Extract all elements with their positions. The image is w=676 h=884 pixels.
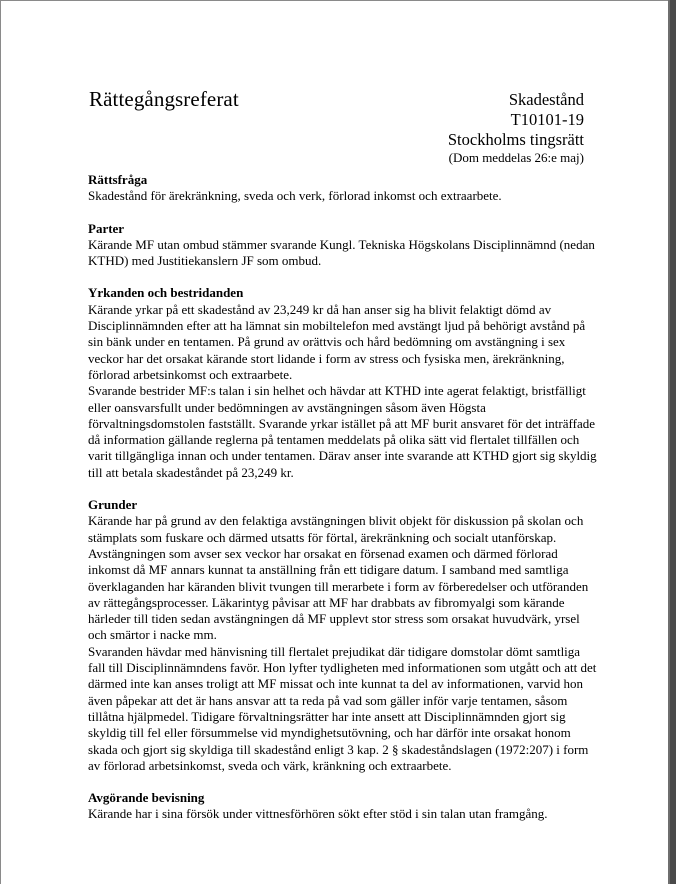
section-paragraph: Svaranden hävdar med hänvisning till flertalet prejudikat där tidigare domstolar dömt samtliga fall till Disciplinnämndens favör. Hon lyfter tydligheten med informationen som utgått och att det därmed inte kan anses troligt att MF missat och inte kunnat ta del av informationen, varvid hon även påpekar att det är hans ansvar att ta reda på vad som gäller inför varje tentamen, såsom tillåtna hjälpmedel. Tidigare förvaltningsrätter har inte ansett att Disciplinnämnden gjort sig skyldig till fel eller försummelse vid myndighetsutövning, och har därför inte orsakat honom skada och gjort sig skyldiga till skadestånd enligt 3 kap. 2 § skadeståndslagen (1972:207) i form av förlorad arbetsinkomst, sveda och värk, kränkning och extraarbete.	[88, 643, 597, 773]
section-heading: Parter	[88, 220, 125, 236]
section-grunder	[88, 497, 600, 774]
case-type: Skadestånd	[508, 90, 584, 109]
document-title: Rättegångsreferat	[89, 87, 239, 111]
section-rattsfraga	[88, 172, 600, 205]
document-body	[88, 172, 600, 839]
section-paragraph: Kärande yrkar på ett skadestånd av 23,249 kr då han anser sig ha blivit felaktigt dömd av Disciplinnämnden efter att ha lämnat sin mobiltelefon med avstängt ljud på behörigt avstånd på sin bänk under en tentamen. På grund av orättvis och hård bedömning om avstängning i sex veckor har det orsakat kärande stort lidande i form av stress och fysiska men, ärekränkning, förlorad arbetsinkomst och extraarbete.	[88, 301, 586, 382]
judgment-date: (Dom meddelas 26:e maj)	[448, 150, 584, 165]
section-parter	[88, 221, 600, 270]
page-edge-shadow	[668, 0, 676, 884]
case-header	[448, 90, 584, 166]
section-paragraph: Kärande MF utan ombud stämmer svarande Kungl. Tekniska Högskolans Disciplinnämnd (nedan KTHD) med Justitiekanslern JF som ombud.	[88, 236, 595, 269]
section-heading: Yrkanden och bestridanden	[88, 285, 244, 301]
section-paragraph: Kärande har på grund av den felaktiga avstängningen blivit objekt för diskussion på skolan och stämplats som fuskare och därmed utsatts för förtal, ärekränkning och socialt utanförskap. Avstängningen som avser sex veckor har orsakat en försenad examen och därmed förlorad inkomst då MF annars kunnat ta anställning från ett tidigare datum. I samband med samtliga överklaganden har käranden blivit tvungen till merarbete i form av förberedelser och utföranden av rättegångsprocesser. Läkarintyg påvisar att MF har drabbats av fibromyalgi som kärande härleder till tiden sedan avstängningen då MF upplevt stor stress som orsakat huvudvärk, yrsel och smärtor i nacke mm.	[88, 513, 589, 643]
court-name: Stockholms tingsrätt	[447, 130, 584, 149]
section-yrkanden	[88, 285, 600, 481]
section-heading: Rättsfråga	[88, 172, 148, 187]
section-avgorande-bevisning	[88, 790, 600, 823]
section-heading: Avgörande bevisning	[88, 790, 205, 806]
section-paragraph: Kärande har i sina försök under vittnesförhören sökt efter stöd i sin talan utan framgång.	[88, 806, 548, 822]
section-heading: Grunder	[88, 497, 138, 513]
section-paragraph: Skadestånd för ärekränkning, sveda och verk, förlorad inkomst och extraarbete.	[88, 188, 502, 204]
section-paragraph: Svarande bestrider MF:s talan i sin helhet och hävdar att KTHD inte agerat felaktigt, bristfälligt eller oansvarsfullt under bedömningen av avstängningen såsom även Högsta förvaltningsdomstolen fastställt. Svarande yrkar istället på att MF burit ansvaret för det inträffade då information gällande reglerna på tentamen meddelats på olika sätt vid flertalet tillfällen och varit tillgängliga innan och under tentamen. Därav anser inte svarande att KTHD gjort sig skyldig till att betala skadeståndet på 23,249 kr.	[88, 383, 597, 480]
case-number: T10101-19	[510, 110, 584, 129]
